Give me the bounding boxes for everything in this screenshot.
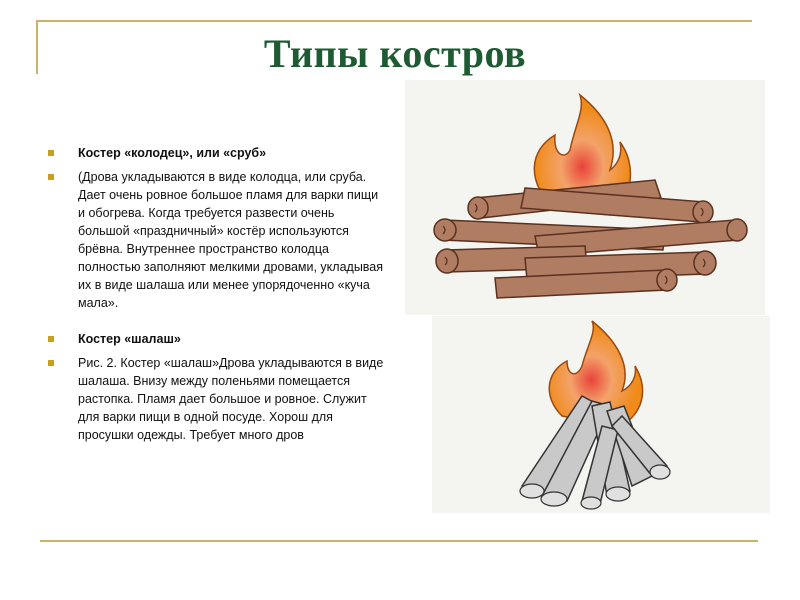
bullet-row [46, 168, 386, 312]
bullet-marker [48, 336, 54, 342]
bullet-marker [48, 150, 54, 156]
well-fire-illustration [405, 80, 765, 315]
log-stack [434, 180, 747, 298]
section-body: Рис. 2. Костер «шалаш»Дрова укладываются в виде шалаша. Внизу между поленьями помещается растопка. Пламя дает большое и ровное. Служит для варки пищи в одной посуде. Хорош для просушки одежды. Требует много дров [78, 356, 384, 442]
log-stack [522, 396, 667, 504]
bullet-row [46, 330, 386, 348]
bullet-row [46, 354, 386, 444]
bullet-marker [48, 174, 54, 180]
frame-left-line [36, 20, 38, 74]
bullet-marker [48, 360, 54, 366]
hut-fire-image [432, 316, 770, 513]
hut-fire-illustration [432, 316, 770, 513]
slide-content [46, 144, 386, 444]
frame-bottom-line [40, 540, 758, 542]
frame-top-line [36, 20, 752, 22]
section-body: (Дрова укладываются в виде колодца, или сруба. Дает очень ровное большое пламя для варки пищи и обогрева. Когда требуется развести очень большой «праздничный» костёр используются брёвна. Внутреннее пространство колодца полностью заполняют мелкими дровами, укладывая их в виде шалаша или менее упорядоченно «куча мала». [78, 170, 384, 310]
section-heading: Костер «колодец», или «сруб» [78, 146, 267, 160]
well-fire-image [405, 80, 765, 315]
section-heading: Костер «шалаш» [78, 332, 181, 346]
bullet-row [46, 144, 386, 162]
slide-title: Типы костров [263, 31, 527, 76]
